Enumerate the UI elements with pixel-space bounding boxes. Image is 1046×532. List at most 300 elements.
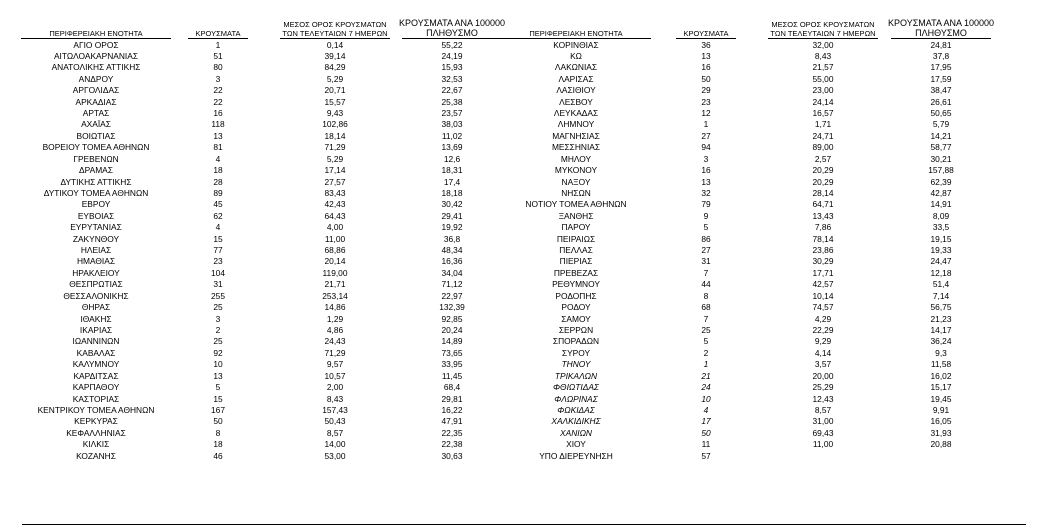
cases-per-100k: 73,65 [441, 347, 463, 358]
seven-day-average: 64,71 [812, 199, 834, 210]
cases-per-100k: 132,39 [439, 302, 465, 313]
region-name: ΧΑΛΚΙΔΙΚΗΣ [551, 416, 601, 427]
cases-per-100k: 19,92 [441, 222, 463, 233]
cases-per-100k: 24,47 [930, 256, 952, 267]
cases: 86 [701, 233, 711, 244]
cases: 44 [701, 279, 711, 290]
cases-per-100k: 37,8 [932, 50, 950, 61]
cases: 89 [213, 187, 223, 198]
cases: 15 [213, 233, 223, 244]
seven-day-average: 9,43 [326, 108, 344, 119]
column-header-2: ΚΡΟΥΣΜΑΤΑ [188, 12, 248, 39]
cases: 8 [703, 290, 709, 301]
seven-day-average: 10,57 [324, 370, 346, 381]
cases: 31 [213, 279, 223, 290]
cases: 22 [213, 96, 223, 107]
region-name: ΚΙΛΚΙΣ [82, 439, 110, 450]
seven-day-average: 74,57 [812, 302, 834, 313]
region-name: ΦΘΙΩΤΙΔΑΣ [553, 382, 599, 393]
region-name: ΔΥΤΙΚΟΥ ΤΟΜΕΑ ΑΘΗΝΩΝ [43, 187, 149, 198]
table-row-right-2 [0, 51, 1046, 62]
cases-per-100k: 29,41 [441, 210, 463, 221]
cases: 2 [703, 347, 709, 358]
cases-per-100k: 22,97 [441, 290, 463, 301]
cases-per-100k: 11,02 [441, 130, 463, 141]
seven-day-average: 15,57 [324, 96, 346, 107]
region-name: ΚΑΡΔΙΤΣΑΣ [73, 370, 119, 381]
cases: 8 [215, 427, 221, 438]
cases: 1 [215, 39, 221, 50]
table-row-right-16 [0, 211, 1046, 222]
table-row-right-29 [0, 359, 1046, 370]
cases-per-100k: 18,18 [441, 187, 463, 198]
table-row-right-25 [0, 314, 1046, 325]
table-row-right-30 [0, 371, 1046, 382]
region-name: ΦΩΚΙΔΑΣ [557, 404, 595, 415]
seven-day-average: 5,29 [326, 153, 344, 164]
seven-day-average: 25,29 [812, 382, 834, 393]
region-name: ΙΘΑΚΗΣ [80, 313, 112, 324]
cases-per-100k: 14,21 [930, 130, 952, 141]
cases-per-100k: 19,15 [930, 233, 952, 244]
region-name: ΠΑΡΟΥ [561, 222, 591, 233]
region-name: ΑΙΤΩΛΟΑΚΑΡΝΑΝΙΑΣ [53, 50, 139, 61]
seven-day-average: 42,43 [324, 199, 346, 210]
region-name: ΕΥΡΥΤΑΝΙΑΣ [70, 222, 122, 233]
cases: 31 [701, 256, 711, 267]
cases-per-100k: 62,39 [930, 176, 952, 187]
region-name: ΗΛΕΙΑΣ [80, 245, 112, 256]
cases-per-100k: 36,8 [443, 233, 461, 244]
cases: 104 [211, 267, 225, 278]
seven-day-average: 157,43 [322, 404, 348, 415]
column-header-6: ΚΡΟΥΣΜΑΤΑ [676, 12, 736, 39]
seven-day-average: 4,29 [814, 313, 832, 324]
cases-per-100k: 5,79 [932, 119, 950, 130]
region-name: ΘΕΣΣΑΛΟΝΙΚΗΣ [63, 290, 129, 301]
seven-day-average: 4,86 [326, 325, 344, 335]
cases-per-100k: 19,33 [930, 245, 952, 256]
cases-per-100k: 26,61 [930, 96, 952, 107]
seven-day-average: 16,57 [812, 108, 834, 119]
region-name: ΕΥΒΟΙΑΣ [77, 210, 115, 221]
cases-per-100k: 68,4 [443, 382, 461, 393]
seven-day-average: 71,29 [324, 142, 346, 153]
cases-per-100k: 17,4 [443, 176, 461, 187]
cases-per-100k: 38,47 [930, 85, 952, 96]
region-name: ΜΗΛΟΥ [560, 153, 592, 164]
table-row-right-21 [0, 268, 1046, 279]
cases-per-100k: 33,95 [441, 359, 463, 370]
region-name: ΔΡΑΜΑΣ [79, 165, 113, 176]
cases-per-100k: 11,45 [441, 370, 463, 381]
cases: 1 [703, 119, 709, 130]
region-name: ΞΑΝΘΗΣ [558, 210, 594, 221]
table-row-right-36 [0, 439, 1046, 450]
region-name: ΑΡΚΑΔΙΑΣ [75, 96, 117, 107]
cases: 94 [701, 142, 711, 153]
cases: 255 [211, 290, 225, 301]
cases: 28 [213, 176, 223, 187]
region-name: ΛΗΜΝΟΥ [557, 119, 595, 130]
cases: 3 [703, 153, 709, 164]
seven-day-average: 31,00 [812, 416, 834, 427]
seven-day-average: 24,71 [812, 130, 834, 141]
table-row-right-19 [0, 245, 1046, 256]
region-name: ΑΓΙΟ ΟΡΟΣ [73, 39, 119, 50]
cases-per-100k: 9,3 [935, 347, 947, 358]
region-name: ΣΥΡΟΥ [561, 347, 591, 358]
seven-day-average: 14,86 [324, 302, 346, 313]
cases-per-100k: 25,38 [441, 96, 463, 107]
region-name: ΧΙΟΥ [566, 439, 586, 450]
column-header-8: ΚΡΟΥΣΜΑΤΑ ΑΝΑ 100000 ΠΛΗΘΥΣΜΟ [891, 12, 991, 39]
seven-day-average: 27,57 [324, 176, 346, 187]
region-name: ΝΗΣΩΝ [561, 187, 591, 198]
cases: 13 [701, 50, 711, 61]
cases-per-100k: 8,09 [932, 210, 950, 221]
column-header-1: ΠΕΡΙΦΕΡΕΙΑΚΗ ΕΝΟΤΗΤΑ [21, 12, 171, 39]
cases: 13 [213, 370, 223, 381]
cases: 25 [701, 325, 711, 335]
region-name: ΡΟΔΟΥ [561, 302, 591, 313]
cases-per-100k: 17,95 [930, 62, 952, 73]
region-name: ΙΚΑΡΙΑΣ [79, 325, 113, 335]
cases-per-100k: 16,05 [930, 416, 952, 427]
cases: 16 [701, 165, 711, 176]
region-name: ΔΥΤΙΚΗΣ ΑΤΤΙΚΗΣ [60, 176, 132, 187]
table-row-right-15 [0, 199, 1046, 210]
table-row-right-13 [0, 177, 1046, 188]
seven-day-average: 50,43 [324, 416, 346, 427]
cases: 18 [213, 439, 223, 450]
cases-per-100k: 22,67 [441, 85, 463, 96]
cases: 36 [701, 39, 711, 50]
cases-per-100k: 12,6 [443, 153, 461, 164]
cases: 167 [211, 404, 225, 415]
region-name: ΤΗΝΟΥ [561, 359, 591, 370]
cases: 9 [703, 210, 709, 221]
region-name: ΑΡΓΟΛΙΔΑΣ [72, 85, 120, 96]
seven-day-average: 2,00 [326, 382, 344, 393]
seven-day-average: 8,43 [326, 393, 344, 404]
region-name: ΑΝΑΤΟΛΙΚΗΣ ΑΤΤΙΚΗΣ [51, 62, 141, 73]
cases: 16 [213, 108, 223, 119]
region-name: ΣΕΡΡΩΝ [558, 325, 594, 335]
cases-per-100k: 21,23 [930, 313, 952, 324]
seven-day-average: 11,00 [324, 233, 346, 244]
region-name: ΗΜΑΘΙΑΣ [76, 256, 116, 267]
cases-per-100k: 71,12 [441, 279, 463, 290]
table-row-right-22 [0, 279, 1046, 290]
cases-per-100k: 20,88 [930, 439, 952, 450]
region-name: ΡΕΘΥΜΝΟΥ [552, 279, 600, 290]
seven-day-average: 30,29 [812, 256, 834, 267]
table-row-right-31 [0, 382, 1046, 393]
seven-day-average: 8,43 [814, 50, 832, 61]
table-row-right-26 [0, 325, 1046, 336]
region-name: ΣΠΟΡΑΔΩΝ [552, 336, 600, 347]
table-row-right-24 [0, 302, 1046, 313]
table-row-right-35 [0, 428, 1046, 439]
cases: 50 [213, 416, 223, 427]
cases-per-100k: 33,5 [932, 222, 950, 233]
cases: 46 [213, 450, 223, 461]
table-row-right-33 [0, 405, 1046, 416]
cases: 50 [701, 73, 711, 84]
seven-day-average: 21,71 [324, 279, 346, 290]
cases-per-100k: 16,36 [441, 256, 463, 267]
cases-per-100k: 24,19 [441, 50, 463, 61]
cases-per-100k: 48,34 [441, 245, 463, 256]
cases: 17 [701, 416, 711, 427]
cases: 23 [213, 256, 223, 267]
seven-day-average: 3,57 [814, 359, 832, 370]
region-name: ΒΟΙΩΤΙΑΣ [76, 130, 116, 141]
table-row-right-5 [0, 85, 1046, 96]
cases-per-100k: 15,17 [930, 382, 952, 393]
cases: 10 [701, 393, 711, 404]
seven-day-average: 20,00 [812, 370, 834, 381]
cases-per-100k: 56,75 [930, 302, 952, 313]
cases: 80 [213, 62, 223, 73]
region-name: ΛΑΣΙΘΙΟΥ [556, 85, 596, 96]
column-header-7: ΜΕΣΟΣ ΟΡΟΣ ΚΡΟΥΣΜΑΤΩΝ ΤΩΝ ΤΕΛΕΥΤΑΙΩΝ 7 ΗΜΕΡΩΝ [768, 12, 878, 39]
seven-day-average: 89,00 [812, 142, 834, 153]
cases-per-100k: 47,91 [441, 416, 463, 427]
cases: 118 [211, 119, 225, 130]
region-name: ΚΕΡΚΥΡΑΣ [74, 416, 118, 427]
region-name: ΜΑΓΝΗΣΙΑΣ [552, 130, 600, 141]
region-name: ΠΡΕΒΕΖΑΣ [553, 267, 599, 278]
cases: 57 [701, 450, 711, 461]
region-name: ΥΠΟ ΔΙΕΡΕΥΝΗΣΗ [539, 450, 613, 461]
cases: 45 [213, 199, 223, 210]
seven-day-average: 18,14 [324, 130, 346, 141]
cases-per-100k: 14,91 [930, 199, 952, 210]
table-row-right-14 [0, 188, 1046, 199]
seven-day-average: 84,29 [324, 62, 346, 73]
cases-per-100k: 16,22 [441, 404, 463, 415]
cases: 4 [703, 404, 709, 415]
table-row-right-10 [0, 142, 1046, 153]
region-name: ΤΡΙΚΑΛΩΝ [554, 370, 598, 381]
cases: 79 [701, 199, 711, 210]
cases-per-100k: 50,65 [930, 108, 952, 119]
region-name: ΜΕΣΣΗΝΙΑΣ [551, 142, 601, 153]
region-name: ΓΡΕΒΕΝΩΝ [73, 153, 119, 164]
seven-day-average: 39,14 [324, 50, 346, 61]
seven-day-average: 17,71 [812, 267, 834, 278]
region-name: ΚΕΝΤΡΙΚΟΥ ΤΟΜΕΑ ΑΘΗΝΩΝ [37, 404, 155, 415]
seven-day-average: 21,57 [812, 62, 834, 73]
region-name: ΑΧΑΪΑΣ [81, 119, 111, 130]
cases: 23 [701, 96, 711, 107]
region-name: ΠΕΛΛΑΣ [559, 245, 593, 256]
seven-day-average: 0,14 [326, 39, 344, 50]
cases: 77 [213, 245, 223, 256]
seven-day-average: 10,14 [812, 290, 834, 301]
column-header-4: ΚΡΟΥΣΜΑΤΑ ΑΝΑ 100000 ΠΛΗΘΥΣΜΟ [402, 12, 502, 39]
seven-day-average: 20,29 [812, 165, 834, 176]
table-row-right-20 [0, 256, 1046, 267]
cases: 4 [215, 222, 221, 233]
region-name: ΚΑΣΤΟΡΙΑΣ [72, 393, 120, 404]
table-row-right-28 [0, 348, 1046, 359]
seven-day-average: 71,29 [324, 347, 346, 358]
cases-per-100k: 13,69 [441, 142, 463, 153]
table-row-right-12 [0, 165, 1046, 176]
table-row-right-11 [0, 154, 1046, 165]
seven-day-average: 32,00 [812, 39, 834, 50]
region-name: ΚΕΦΑΛΛΗΝΙΑΣ [66, 427, 126, 438]
seven-day-average: 83,43 [324, 187, 346, 198]
cases-per-100k: 38,03 [441, 119, 463, 130]
table-row-right-34 [0, 416, 1046, 427]
seven-day-average: 13,43 [812, 210, 834, 221]
region-name: ΡΟΔΟΠΗΣ [555, 290, 597, 301]
cases-per-100k: 31,93 [930, 427, 952, 438]
cases: 1 [703, 359, 709, 370]
region-name: ΗΡΑΚΛΕΙΟΥ [72, 267, 120, 278]
column-header-3: ΜΕΣΟΣ ΟΡΟΣ ΚΡΟΥΣΜΑΤΩΝ ΤΩΝ ΤΕΛΕΥΤΑΙΩΝ 7 ΗΜΕΡΩΝ [280, 12, 390, 39]
cases-per-100k: 19,45 [930, 393, 952, 404]
seven-day-average: 119,00 [322, 267, 348, 278]
cases: 21 [701, 370, 711, 381]
region-name: ΝΟΤΙΟΥ ΤΟΜΕΑ ΑΘΗΝΩΝ [525, 199, 627, 210]
cases-per-100k: 92,85 [441, 313, 463, 324]
region-name: ΘΗΡΑΣ [81, 302, 111, 313]
cases-per-100k: 16,02 [930, 370, 952, 381]
region-name: ΑΝΔΡΟΥ [78, 73, 114, 84]
cases-per-100k: 55,22 [441, 39, 463, 50]
cases-per-100k: 30,21 [930, 153, 952, 164]
cases: 16 [701, 62, 711, 73]
region-name: ΜΥΚΟΝΟΥ [554, 165, 598, 176]
region-name: ΚΟΡΙΝΘΙΑΣ [553, 39, 599, 50]
seven-day-average: 53,00 [324, 450, 346, 461]
cases-per-100k: 20,24 [441, 325, 463, 335]
cases-per-100k: 58,77 [930, 142, 952, 153]
cases: 12 [701, 108, 711, 119]
region-name: ΛΑΡΙΣΑΣ [558, 73, 594, 84]
seven-day-average: 253,14 [322, 290, 348, 301]
cases: 29 [701, 85, 711, 96]
table-row-right-1 [0, 40, 1046, 51]
region-name: ΚΑΒΑΛΑΣ [76, 347, 116, 358]
cases: 24 [701, 382, 711, 393]
cases: 11 [701, 439, 711, 450]
cases: 27 [701, 245, 711, 256]
cases: 7 [703, 313, 709, 324]
cases: 7 [703, 267, 709, 278]
region-name: ΛΑΚΩΝΙΑΣ [554, 62, 598, 73]
region-name: ΝΑΞΟΥ [561, 176, 591, 187]
cases-per-100k: 51,4 [932, 279, 950, 290]
cases: 3 [215, 313, 221, 324]
table-row-right-27 [0, 336, 1046, 347]
cases-per-100k: 30,42 [441, 199, 463, 210]
cases-per-100k: 12,18 [930, 267, 952, 278]
table-row-right-9 [0, 131, 1046, 142]
cases-per-100k: 29,81 [441, 393, 463, 404]
cases: 5 [215, 382, 221, 393]
region-name: ΠΕΙΡΑΙΩΣ [556, 233, 596, 244]
cases-per-100k: 34,04 [441, 267, 463, 278]
cases: 62 [213, 210, 223, 221]
cases-per-100k: 9,91 [932, 404, 950, 415]
cases: 13 [701, 176, 711, 187]
cases-per-100k: 22,35 [441, 427, 463, 438]
region-name: ΚΟΖΑΝΗΣ [76, 450, 116, 461]
region-name: ΙΩΑΝΝΙΝΩΝ [72, 336, 120, 347]
seven-day-average: 11,00 [812, 439, 834, 450]
seven-day-average: 24,14 [812, 96, 834, 107]
seven-day-average: 12,43 [812, 393, 834, 404]
seven-day-average: 20,29 [812, 176, 834, 187]
seven-day-average: 78,14 [812, 233, 834, 244]
cases: 5 [703, 222, 709, 233]
seven-day-average: 20,14 [324, 256, 346, 267]
table-row-right-37 [0, 451, 1046, 462]
table-row-right-7 [0, 108, 1046, 119]
seven-day-average: 69,43 [812, 427, 834, 438]
cases-per-100k: 30,63 [441, 450, 463, 461]
seven-day-average: 102,86 [322, 119, 348, 130]
seven-day-average: 24,43 [324, 336, 346, 347]
region-name: ΒΟΡΕΙΟΥ ΤΟΜΕΑ ΑΘΗΝΩΝ [42, 142, 150, 153]
seven-day-average: 7,86 [814, 222, 832, 233]
table-row-right-18 [0, 234, 1046, 245]
seven-day-average: 4,14 [814, 347, 832, 358]
seven-day-average: 17,14 [324, 165, 346, 176]
seven-day-average: 9,57 [326, 359, 344, 370]
cases-per-100k: 7,14 [932, 290, 950, 301]
table-row-right-17 [0, 222, 1046, 233]
seven-day-average: 4,00 [326, 222, 344, 233]
region-name: ΚΩ [570, 50, 582, 61]
cases: 50 [701, 427, 711, 438]
cases: 68 [701, 302, 711, 313]
cases: 10 [213, 359, 223, 370]
seven-day-average: 1,71 [814, 119, 832, 130]
region-name: ΠΙΕΡΙΑΣ [559, 256, 593, 267]
region-name: ΧΑΝΙΩΝ [560, 427, 592, 438]
cases-per-100k: 157,88 [928, 165, 954, 176]
cases-per-100k: 14,89 [441, 336, 463, 347]
cases-per-100k: 36,24 [930, 336, 952, 347]
seven-day-average: 23,00 [812, 85, 834, 96]
table-row-right-4 [0, 74, 1046, 85]
cases: 32 [701, 187, 711, 198]
seven-day-average: 22,29 [812, 325, 834, 335]
cases-per-100k: 11,58 [930, 359, 952, 370]
cases-per-100k: 18,31 [441, 165, 463, 176]
cases-per-100k: 15,93 [441, 62, 463, 73]
region-name: ΑΡΤΑΣ [82, 108, 110, 119]
cases: 92 [213, 347, 223, 358]
cases-per-100k: 23,57 [441, 108, 463, 119]
cases: 51 [213, 50, 223, 61]
cases: 4 [215, 153, 221, 164]
table-row-right-23 [0, 291, 1046, 302]
region-name: ΦΛΩΡΙΝΑΣ [554, 393, 598, 404]
cases-per-100k: 32,53 [441, 73, 463, 84]
column-header-5: ΠΕΡΙΦΕΡΕΙΑΚΗ ΕΝΟΤΗΤΑ [501, 12, 651, 39]
seven-day-average: 5,29 [326, 73, 344, 84]
seven-day-average: 68,86 [324, 245, 346, 256]
region-name: ΚΑΛΥΜΝΟΥ [72, 359, 120, 370]
